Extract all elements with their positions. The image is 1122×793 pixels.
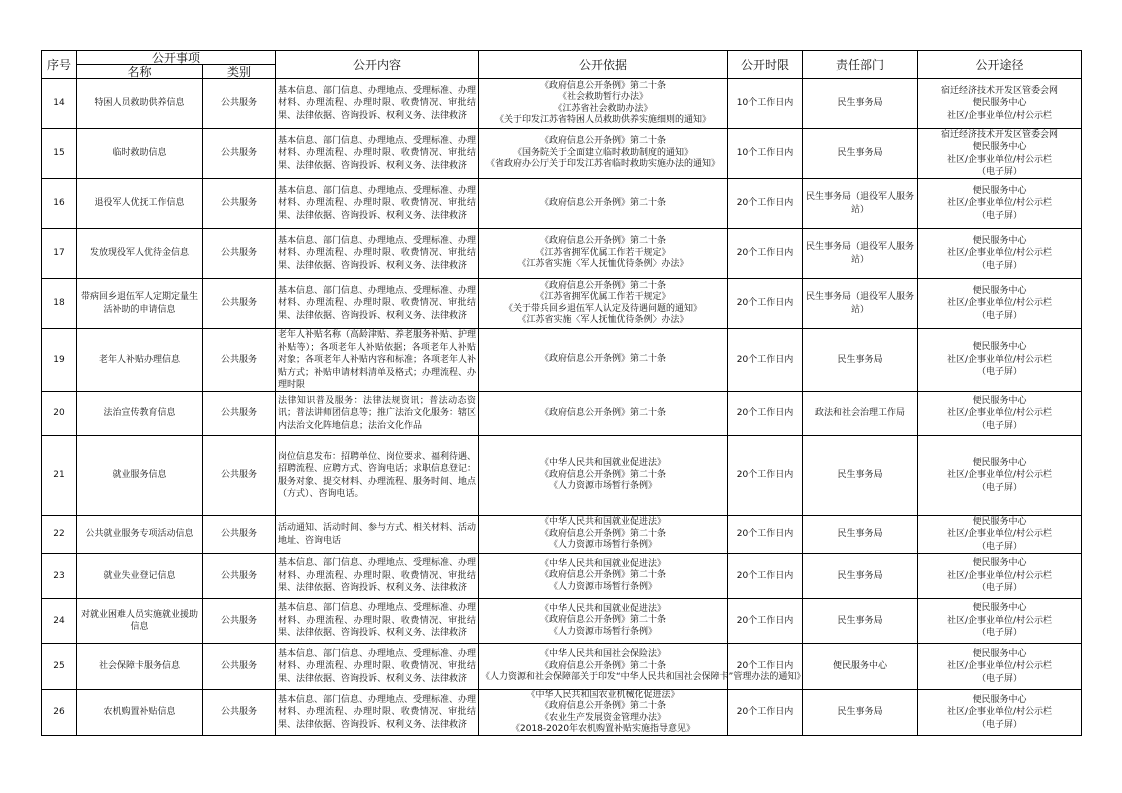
cell-route-line: （电子屏） [977, 628, 1023, 639]
cell-route-line: （电子屏） [977, 482, 1023, 493]
cell-no: 18 [42, 279, 77, 329]
cell-route-line: （电子屏） [977, 167, 1023, 177]
cell-content: 基本信息、部门信息、办理地点、受理标准、办理材料、办理流程、办理时限、收费情况、审批结果、法律依据、咨询投诉、权利义务、法律救济 [276, 179, 479, 229]
table-row [42, 79, 1082, 129]
cell-department: 民生事务局 [803, 690, 918, 736]
cell-route [918, 436, 1082, 516]
cell-route-line: 便民服务中心 [972, 342, 1027, 353]
table-row [42, 516, 1082, 554]
cell-route-line: 便民服务中心 [972, 285, 1027, 296]
cell-no: 26 [42, 690, 77, 736]
cell-name: 法治宣传教育信息 [77, 392, 203, 436]
cell-category: 公共服务 [203, 690, 276, 736]
cell-route-line: （电子屏） [977, 583, 1023, 594]
cell-route-line: （电子屏） [977, 210, 1023, 221]
cell-time-limit: 10个工作日内 [728, 129, 803, 179]
header-name: 名称 [77, 65, 203, 79]
cell-basis [479, 229, 728, 279]
cell-basis-line: 《中华人民共和国就业促进法》 [540, 517, 667, 528]
cell-route [918, 179, 1082, 229]
cell-route [918, 329, 1082, 392]
cell-basis-line: 《省政府办公厅关于印发江苏省临时救助实施办法的通知》 [486, 159, 721, 170]
cell-basis-line: 《国务院关于全面建立临时救助制度的通知》 [513, 147, 694, 158]
cell-department: 民生事务局（退役军人服务站） [803, 229, 918, 279]
cell-basis-line: 《2018-2020年农机购置补贴实施指导意见》 [510, 724, 696, 734]
cell-route-line: 社区/企事业单位/村公示栏 [946, 707, 1053, 718]
cell-category: 公共服务 [203, 179, 276, 229]
cell-basis-line: 《中华人民共和国就业促进法》 [540, 603, 667, 614]
cell-route-line: （电子屏） [977, 420, 1023, 431]
cell-content: 基本信息、部门信息、办理地点、受理标准、办理材料、办理流程、办理时限、收费情况、审批结果、法律依据、咨询投诉、权利义务、法律救济 [276, 599, 479, 644]
cell-category: 公共服务 [203, 392, 276, 436]
table-row [42, 554, 1082, 599]
cell-name: 对就业困难人员实施就业援助信息 [77, 599, 203, 644]
cell-category: 公共服务 [203, 129, 276, 179]
disclosure-table [41, 50, 1082, 736]
cell-name: 退役军人优抚工作信息 [77, 179, 203, 229]
cell-time-limit: 20个工作日内 [728, 516, 803, 554]
cell-route-line: 社区/企事业单位/村公示栏 [946, 615, 1053, 626]
cell-content: 基本信息、部门信息、办理地点、受理标准、办理材料、办理流程、办理时限、收费情况、审批结果、法律依据、咨询投诉、权利义务、法律救济 [276, 279, 479, 329]
cell-name: 老年人补贴办理信息 [77, 329, 203, 392]
cell-route-line: （电子屏） [977, 541, 1023, 552]
cell-basis-line: 《中华人民共和国社会保险法》 [540, 649, 667, 660]
header-content: 公开内容 [276, 51, 479, 79]
cell-basis-line: 《农业生产发展资金管理办法》 [540, 712, 667, 723]
cell-content: 活动通知、活动时间、参与方式、相关材料、活动地址、咨询电话 [276, 516, 479, 554]
cell-basis-line: 《政府信息公开条例》第二十条 [540, 136, 667, 147]
cell-name: 就业失业登记信息 [77, 554, 203, 599]
cell-department: 民生事务局 [803, 436, 918, 516]
cell-basis [479, 79, 728, 129]
cell-category: 公共服务 [203, 229, 276, 279]
cell-content: 基本信息、部门信息、办理地点、受理标准、办理材料、办理流程、办理时限、收费情况、审批结果、法律依据、咨询投诉、权利义务、法律救济 [276, 229, 479, 279]
cell-no: 14 [42, 79, 77, 129]
cell-route-line: 便民服务中心 [972, 395, 1027, 406]
cell-route-line: 社区/企事业单位/村公示栏 [946, 408, 1053, 419]
cell-route-line: 社区/企事业单位/村公示栏 [946, 570, 1053, 581]
cell-time-limit: 20个工作日内 [728, 554, 803, 599]
cell-department: 民生事务局 [803, 599, 918, 644]
cell-basis [479, 599, 728, 644]
cell-category: 公共服务 [203, 329, 276, 392]
cell-route-line: 社区/企事业单位/村公示栏 [946, 298, 1053, 309]
header-department: 责任部门 [803, 51, 918, 79]
cell-content: 老年人补贴名称（高龄津贴、养老服务补贴、护理补贴等）；各项老年人补贴依据；各项老年人补贴对象；各项老年人补贴内容和标准；各项老年人补贴方式；补贴申请材料清单及格式；办理流程、办理时限 [276, 329, 479, 392]
cell-department: 政法和社会治理工作局 [803, 392, 918, 436]
cell-no: 24 [42, 599, 77, 644]
table-row [42, 644, 1082, 690]
cell-time-limit: 20个工作日内 [728, 179, 803, 229]
cell-route-line: 便民服务中心 [972, 603, 1027, 614]
cell-basis [479, 279, 728, 329]
cell-name: 社会保障卡服务信息 [77, 644, 203, 690]
cell-basis-line: 《人力资源市场暂行条例》 [549, 481, 658, 492]
cell-department: 民生事务局 [803, 329, 918, 392]
cell-route [918, 554, 1082, 599]
cell-basis-line: 《政府信息公开条例》第二十条 [540, 197, 667, 208]
table-row [42, 179, 1082, 229]
header-time-limit: 公开时限 [728, 51, 803, 79]
cell-basis-line: 《政府信息公开条例》第二十条 [540, 570, 667, 581]
cell-name: 发放现役军人优待金信息 [77, 229, 203, 279]
cell-no: 16 [42, 179, 77, 229]
cell-route [918, 644, 1082, 690]
cell-time-limit: 20个工作日内 [728, 644, 803, 690]
cell-basis-line: 《人力资源和社会保障部关于印发“中华人民共和国社会保障卡”管理办法的通知》 [481, 672, 806, 683]
cell-content: 岗位信息发布：招聘单位、岗位要求、福利待遇、招聘流程、应聘方式、咨询电话；求职信息登记：服务对象、提交材料、办理流程、服务时间、地点（方式）、咨询电话。 [276, 436, 479, 516]
cell-basis-line: 《人力资源市场暂行条例》 [549, 581, 658, 592]
cell-basis-line: 《人力资源市场暂行条例》 [549, 540, 658, 551]
cell-basis-line: 《社会救助暂行办法》 [558, 92, 649, 102]
table-row [42, 229, 1082, 279]
header-basis: 公开依据 [479, 51, 728, 79]
cell-route-line: 便民服务中心 [972, 516, 1027, 527]
cell-route-line: 便民服务中心 [972, 558, 1027, 569]
cell-category: 公共服务 [203, 554, 276, 599]
cell-route-line: 便民服务中心 [972, 185, 1027, 196]
cell-department: 民生事务局 [803, 79, 918, 129]
table-row [42, 129, 1082, 179]
cell-basis-line: 《江苏省拥军优属工作若干规定》 [535, 292, 671, 302]
cell-basis [479, 554, 728, 599]
cell-basis-line: 《关于印发江苏省特困人员救助供养实施细则的通知》 [495, 115, 712, 125]
cell-department: 民生事务局（退役军人服务站） [803, 179, 918, 229]
header-route: 公开途径 [918, 51, 1082, 79]
cell-basis-line: 《政府信息公开条例》第二十条 [540, 701, 667, 711]
cell-route-line: 便民服务中心 [972, 235, 1027, 246]
cell-basis-line: 《江苏省社会救助办法》 [553, 103, 653, 114]
cell-route-line: 便民服务中心 [972, 142, 1027, 152]
cell-route-line: 社区/企事业单位/村公示栏 [946, 248, 1053, 259]
cell-route-line: 宿迁经济技术开发区管委会网 [941, 129, 1059, 140]
cell-content: 基本信息、部门信息、办理地点、受理标准、办理材料、办理流程、办理时限、收费情况、审批结果、法律依据、咨询投诉、权利义务、法律救济 [276, 79, 479, 129]
cell-route [918, 516, 1082, 554]
cell-route-line: （电子屏） [977, 673, 1023, 684]
cell-category: 公共服务 [203, 436, 276, 516]
table-row [42, 329, 1082, 392]
cell-time-limit: 20个工作日内 [728, 329, 803, 392]
cell-basis-line: 《关于带兵回乡退伍军人认定及待遇问题的通知》 [504, 303, 703, 314]
cell-category: 公共服务 [203, 516, 276, 554]
cell-time-limit: 20个工作日内 [728, 279, 803, 329]
cell-time-limit: 20个工作日内 [728, 599, 803, 644]
cell-name: 带病回乡退伍军人定期定量生活补助的申请信息 [77, 279, 203, 329]
cell-basis [479, 436, 728, 516]
cell-no: 15 [42, 129, 77, 179]
cell-time-limit: 20个工作日内 [728, 690, 803, 736]
cell-no: 20 [42, 392, 77, 436]
cell-no: 19 [42, 329, 77, 392]
cell-route-line: 便民服务中心 [972, 694, 1027, 705]
cell-basis-line: 《政府信息公开条例》第二十条 [540, 236, 667, 247]
cell-route-line: （电子屏） [977, 719, 1023, 730]
cell-basis-line: 《政府信息公开条例》第二十条 [540, 528, 667, 539]
cell-time-limit: 20个工作日内 [728, 392, 803, 436]
cell-basis [479, 516, 728, 554]
cell-route [918, 279, 1082, 329]
cell-category: 公共服务 [203, 79, 276, 129]
cell-basis [479, 129, 728, 179]
cell-content: 基本信息、部门信息、办理地点、受理标准、办理材料、办理流程、办理时限、收费情况、审批结果、法律依据、咨询投诉、权利义务、法律救济 [276, 554, 479, 599]
header-item-group: 公开事项 [77, 51, 276, 65]
cell-route [918, 392, 1082, 436]
cell-name: 临时救助信息 [77, 129, 203, 179]
cell-route [918, 599, 1082, 644]
cell-name: 公共就业服务专项活动信息 [77, 516, 203, 554]
table-row [42, 690, 1082, 736]
cell-category: 公共服务 [203, 279, 276, 329]
cell-no: 22 [42, 516, 77, 554]
cell-route-line: （电子屏） [977, 310, 1023, 321]
cell-no: 21 [42, 436, 77, 516]
cell-route-line: 社区/企事业单位/村公示栏 [946, 661, 1053, 672]
cell-basis-line: 《江苏省拥军优属工作若干规定》 [535, 247, 671, 258]
cell-route-line: 社区/企事业单位/村公示栏 [946, 198, 1053, 209]
cell-content: 基本信息、部门信息、办理地点、受理标准、办理材料、办理流程、办理时限、收费情况、审批结果、法律依据、咨询投诉、权利义务、法律救济 [276, 129, 479, 179]
cell-department: 民生事务局（退役军人服务站） [803, 279, 918, 329]
cell-basis-line: 《中华人民共和国农业机械化促进法》 [526, 689, 680, 700]
table-body [42, 79, 1082, 736]
cell-no: 17 [42, 229, 77, 279]
cell-basis [479, 392, 728, 436]
cell-route [918, 229, 1082, 279]
header-category: 类别 [203, 65, 276, 79]
cell-time-limit: 20个工作日内 [728, 229, 803, 279]
cell-no: 23 [42, 554, 77, 599]
cell-route [918, 79, 1082, 129]
cell-route-line: 便民服务中心 [972, 457, 1027, 468]
cell-basis-line: 《江苏省实施〈军人抚恤优待条例〉办法》 [517, 315, 689, 325]
cell-content: 法律知识普及服务：法律法规资讯；普法动态资讯；普法讲师团信息等；推广法治文化服务：辖区内法治文化阵地信息；法治文化作品 [276, 392, 479, 436]
cell-route-line: 社区/企事业单位/村公示栏 [946, 110, 1053, 121]
cell-route-line: （电子屏） [977, 367, 1023, 378]
cell-basis-line: 《政府信息公开条例》第二十条 [540, 280, 667, 291]
cell-route-line: 社区/企事业单位/村公示栏 [946, 529, 1053, 540]
cell-category: 公共服务 [203, 599, 276, 644]
cell-basis [479, 329, 728, 392]
cell-route-line: 社区/企事业单位/村公示栏 [946, 154, 1053, 165]
cell-basis-line: 《江苏省实施〈军人抚恤优待条例〉办法》 [517, 259, 689, 270]
cell-department: 民生事务局 [803, 129, 918, 179]
cell-route-line: 社区/企事业单位/村公示栏 [946, 470, 1053, 481]
cell-route-line: 便民服务中心 [972, 648, 1027, 659]
cell-route-line: 社区/企事业单位/村公示栏 [946, 354, 1053, 365]
cell-basis-line: 《政府信息公开条例》第二十条 [540, 407, 667, 418]
cell-basis-line: 《政府信息公开条例》第二十条 [540, 354, 667, 365]
cell-department: 民生事务局 [803, 516, 918, 554]
cell-route-line: （电子屏） [977, 260, 1023, 271]
cell-basis-line: 《政府信息公开条例》第二十条 [540, 469, 667, 480]
cell-department: 便民服务中心 [803, 644, 918, 690]
cell-basis-line: 《中华人民共和国就业促进法》 [540, 458, 667, 469]
cell-route-line: 便民服务中心 [972, 98, 1027, 109]
table-row [42, 392, 1082, 436]
cell-basis-line: 《人力资源市场暂行条例》 [549, 626, 658, 637]
table-row [42, 279, 1082, 329]
table-row [42, 436, 1082, 516]
cell-route [918, 129, 1082, 179]
cell-name: 农机购置补贴信息 [77, 690, 203, 736]
cell-name: 就业服务信息 [77, 436, 203, 516]
cell-basis-line: 《政府信息公开条例》第二十条 [540, 80, 667, 91]
cell-basis-line: 《中华人民共和国就业促进法》 [540, 558, 667, 569]
cell-no: 25 [42, 644, 77, 690]
cell-content: 基本信息、部门信息、办理地点、受理标准、办理材料、办理流程、办理时限、收费情况、审批结果、法律依据、咨询投诉、权利义务、法律救济 [276, 644, 479, 690]
table-row [42, 599, 1082, 644]
cell-basis-line: 《政府信息公开条例》第二十条 [540, 660, 667, 671]
cell-time-limit: 20个工作日内 [728, 436, 803, 516]
cell-route-line: 宿迁经济技术开发区管委会网 [941, 85, 1059, 96]
cell-basis-line: 《政府信息公开条例》第二十条 [540, 615, 667, 626]
header-seq: 序号 [42, 51, 77, 79]
cell-category: 公共服务 [203, 644, 276, 690]
cell-basis [479, 690, 728, 736]
cell-name: 特困人员救助供养信息 [77, 79, 203, 129]
cell-route [918, 690, 1082, 736]
cell-basis [479, 179, 728, 229]
cell-content: 基本信息、部门信息、办理地点、受理标准、办理材料、办理流程、办理时限、收费情况、审批结果、法律依据、咨询投诉、权利义务、法律救济 [276, 690, 479, 736]
cell-department: 民生事务局 [803, 554, 918, 599]
cell-time-limit: 10个工作日内 [728, 79, 803, 129]
